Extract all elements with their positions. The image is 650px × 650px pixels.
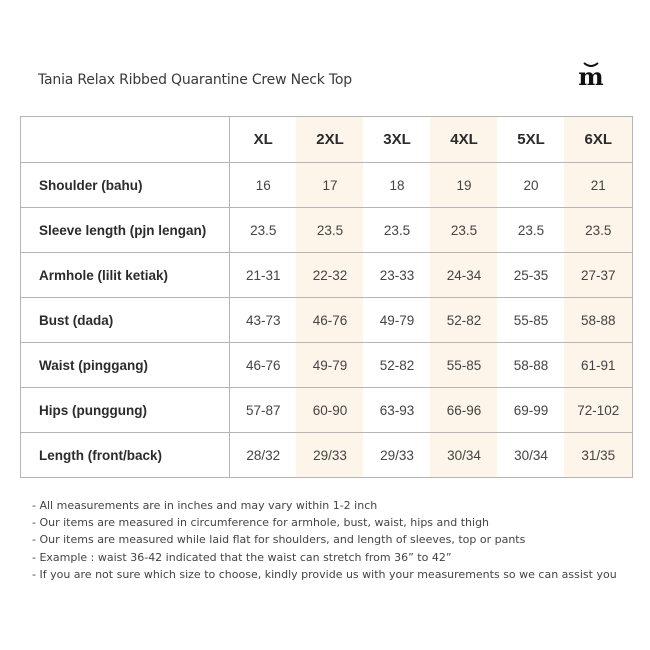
- table-cell: 23.5: [431, 208, 498, 253]
- table-cell: 72-102: [565, 388, 633, 433]
- table-row: [21, 163, 633, 208]
- row-label: Waist (pinggang): [21, 343, 230, 388]
- table-cell: 21-31: [230, 253, 297, 298]
- table-cell: 16: [230, 163, 297, 208]
- corner-cell: [21, 117, 230, 163]
- table-cell: 63-93: [364, 388, 431, 433]
- table-cell: 22-32: [297, 253, 364, 298]
- table-header-row: [21, 117, 633, 163]
- table-cell: 52-82: [431, 298, 498, 343]
- table-cell: 46-76: [230, 343, 297, 388]
- table-cell: 61-91: [565, 343, 633, 388]
- size-header: 5XL: [498, 117, 565, 163]
- note-line: - Our items are measured while laid flat for shoulders, and length of sleeves, top or pants: [32, 533, 526, 547]
- table-cell: 23-33: [364, 253, 431, 298]
- table-cell: 66-96: [431, 388, 498, 433]
- size-chart: [20, 116, 632, 477]
- table-cell: 20: [498, 163, 565, 208]
- table-row: [21, 343, 633, 388]
- size-table: [20, 116, 633, 478]
- table-cell: 23.5: [565, 208, 633, 253]
- table-cell: 55-85: [498, 298, 565, 343]
- table-cell: 46-76: [297, 298, 364, 343]
- table-cell: 23.5: [297, 208, 364, 253]
- table-cell: 19: [431, 163, 498, 208]
- table-cell: 30/34: [431, 433, 498, 478]
- note-line: - Our items are measured in circumference for armhole, bust, waist, hips and thigh: [32, 516, 490, 530]
- table-cell: 31/35: [565, 433, 633, 478]
- table-cell: 52-82: [364, 343, 431, 388]
- page-title: Tania Relax Ribbed Quarantine Crew Neck Top: [38, 72, 352, 88]
- size-header: 3XL: [364, 117, 431, 163]
- table-cell: 49-79: [297, 343, 364, 388]
- table-cell: 17: [297, 163, 364, 208]
- table-cell: 28/32: [230, 433, 297, 478]
- table-cell: 55-85: [431, 343, 498, 388]
- table-cell: 49-79: [364, 298, 431, 343]
- table-cell: 21: [565, 163, 633, 208]
- table-cell: 23.5: [230, 208, 297, 253]
- table-cell: 69-99: [498, 388, 565, 433]
- size-header: 6XL: [565, 117, 633, 163]
- measurement-notes: [32, 497, 632, 583]
- row-label: Bust (dada): [21, 298, 230, 343]
- table-row: [21, 388, 633, 433]
- table-cell: 29/33: [364, 433, 431, 478]
- m-breve-logo-icon: [574, 60, 608, 88]
- row-label: Length (front/back): [21, 433, 230, 478]
- table-row: [21, 433, 633, 478]
- svg-text:m: m: [578, 62, 604, 88]
- row-label: Shoulder (bahu): [21, 163, 230, 208]
- table-row: [21, 253, 633, 298]
- table-cell: 60-90: [297, 388, 364, 433]
- size-header: XL: [230, 117, 297, 163]
- note-line: - If you are not sure which size to choose, kindly provide us with your measurements so we can assist you: [32, 567, 617, 581]
- size-header: 4XL: [431, 117, 498, 163]
- note-line: - Example : waist 36-42 indicated that the waist can stretch from 36” to 42”: [32, 550, 452, 564]
- row-label: Sleeve length (pjn lengan): [21, 208, 230, 253]
- table-cell: 58-88: [565, 298, 633, 343]
- table-cell: 23.5: [364, 208, 431, 253]
- table-cell: 24-34: [431, 253, 498, 298]
- row-label: Hips (punggung): [21, 388, 230, 433]
- table-cell: 43-73: [230, 298, 297, 343]
- table-cell: 29/33: [297, 433, 364, 478]
- table-cell: 23.5: [498, 208, 565, 253]
- table-cell: 27-37: [565, 253, 633, 298]
- row-label: Armhole (lilit ketiak): [21, 253, 230, 298]
- size-header: 2XL: [297, 117, 364, 163]
- note-line: - All measurements are in inches and may vary within 1-2 inch: [32, 499, 378, 512]
- table-row: [21, 208, 633, 253]
- table-cell: 57-87: [230, 388, 297, 433]
- table-cell: 58-88: [498, 343, 565, 388]
- table-row: [21, 298, 633, 343]
- table-cell: 25-35: [498, 253, 565, 298]
- table-cell: 30/34: [498, 433, 565, 478]
- table-cell: 18: [364, 163, 431, 208]
